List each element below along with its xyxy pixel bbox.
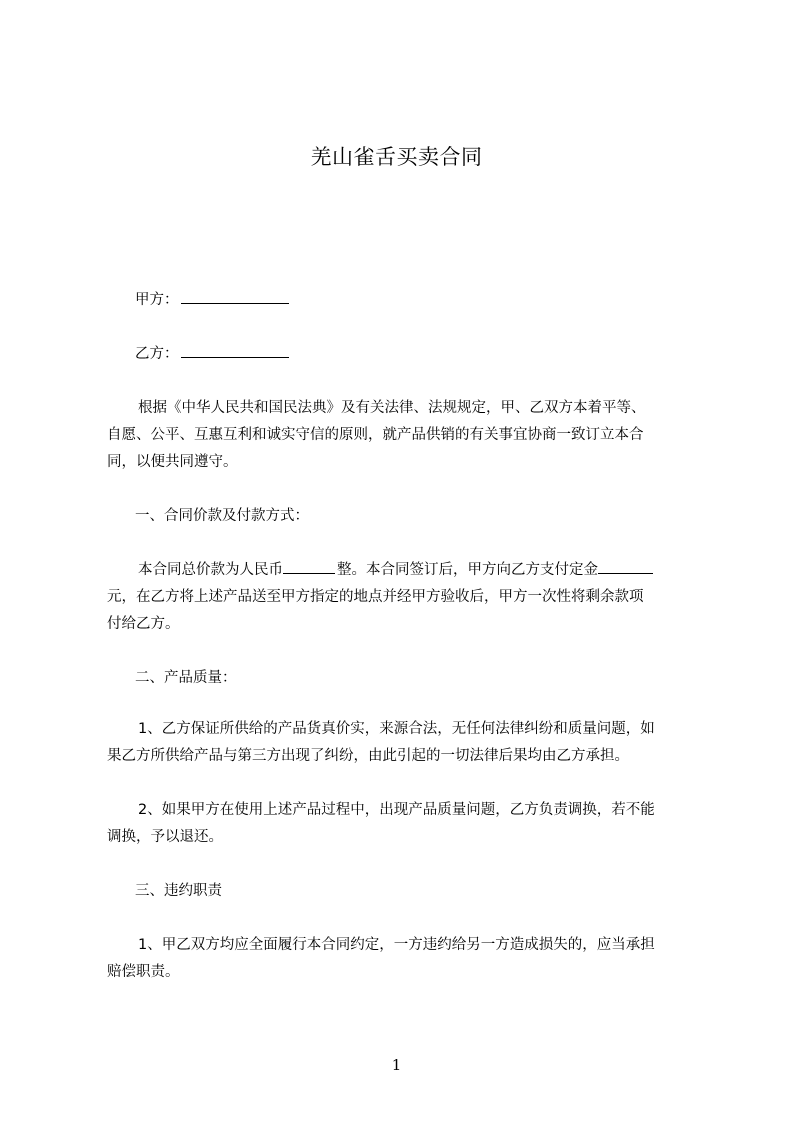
section3-item1-line-2: 赔偿职责。 [107,964,180,980]
party-a-blank [181,289,289,304]
section2-item2-line-2: 调换，予以退还。 [107,829,223,845]
preamble-line-2: 自愿、公平、互惠互利和诚实守信的原则，就产品供销的有关事宜协商一致订立本合 [107,427,644,443]
section1-line-3: 付给乙方。 [107,616,180,632]
section2-heading: 二、产品质量： [135,670,237,686]
total-price-blank [283,559,335,574]
section2-item2-line-1: 2、如果甲方在使用上述产品过程中，出现产品质量问题，乙方负责调换，若不能 [138,802,655,818]
party-b-blank [181,343,289,358]
section3-item1-line-1: 1、甲乙双方均应全面履行本合同约定，一方违约给另一方造成损失的，应当承担 [138,937,655,953]
section1-line-2: 元，在乙方将上述产品送至甲方指定的地点并经甲方验收后，甲方一次性将剩余款项 [107,589,644,605]
document-title: 羌山雀舌买卖合同 [310,145,483,169]
party-a-line [135,289,735,311]
preamble-line-1: 根据《中华人民共和国民法典》及有关法律、法规规定，甲、乙双方本着平等、 [138,400,646,416]
page-number: 1 [391,1056,402,1074]
deposit-blank [598,559,653,574]
party-a-label: 甲方： [135,292,179,308]
section1-heading: 一、合同价款及付款方式： [135,508,309,524]
section2-item1-line-1: 1、乙方保证所供给的产品货真价实，来源合法，无任何法律纠纷和质量问题，如 [138,721,655,737]
section3-heading: 三、违约职责 [135,883,222,899]
section1-line-1-b: 整。本合同签订后，甲方向乙方支付定金 [337,562,598,578]
party-b-label: 乙方： [135,346,179,362]
section1-line-1 [138,559,738,581]
section1-line-1-a: 本合同总价款为人民币 [138,562,283,578]
section2-item1-line-2: 果乙方所供给产品与第三方出现了纠纷，由此引起的一切法律后果均由乙方承担。 [107,748,629,764]
party-b-line [135,343,735,365]
preamble-line-3: 同，以便共同遵守。 [107,454,238,470]
